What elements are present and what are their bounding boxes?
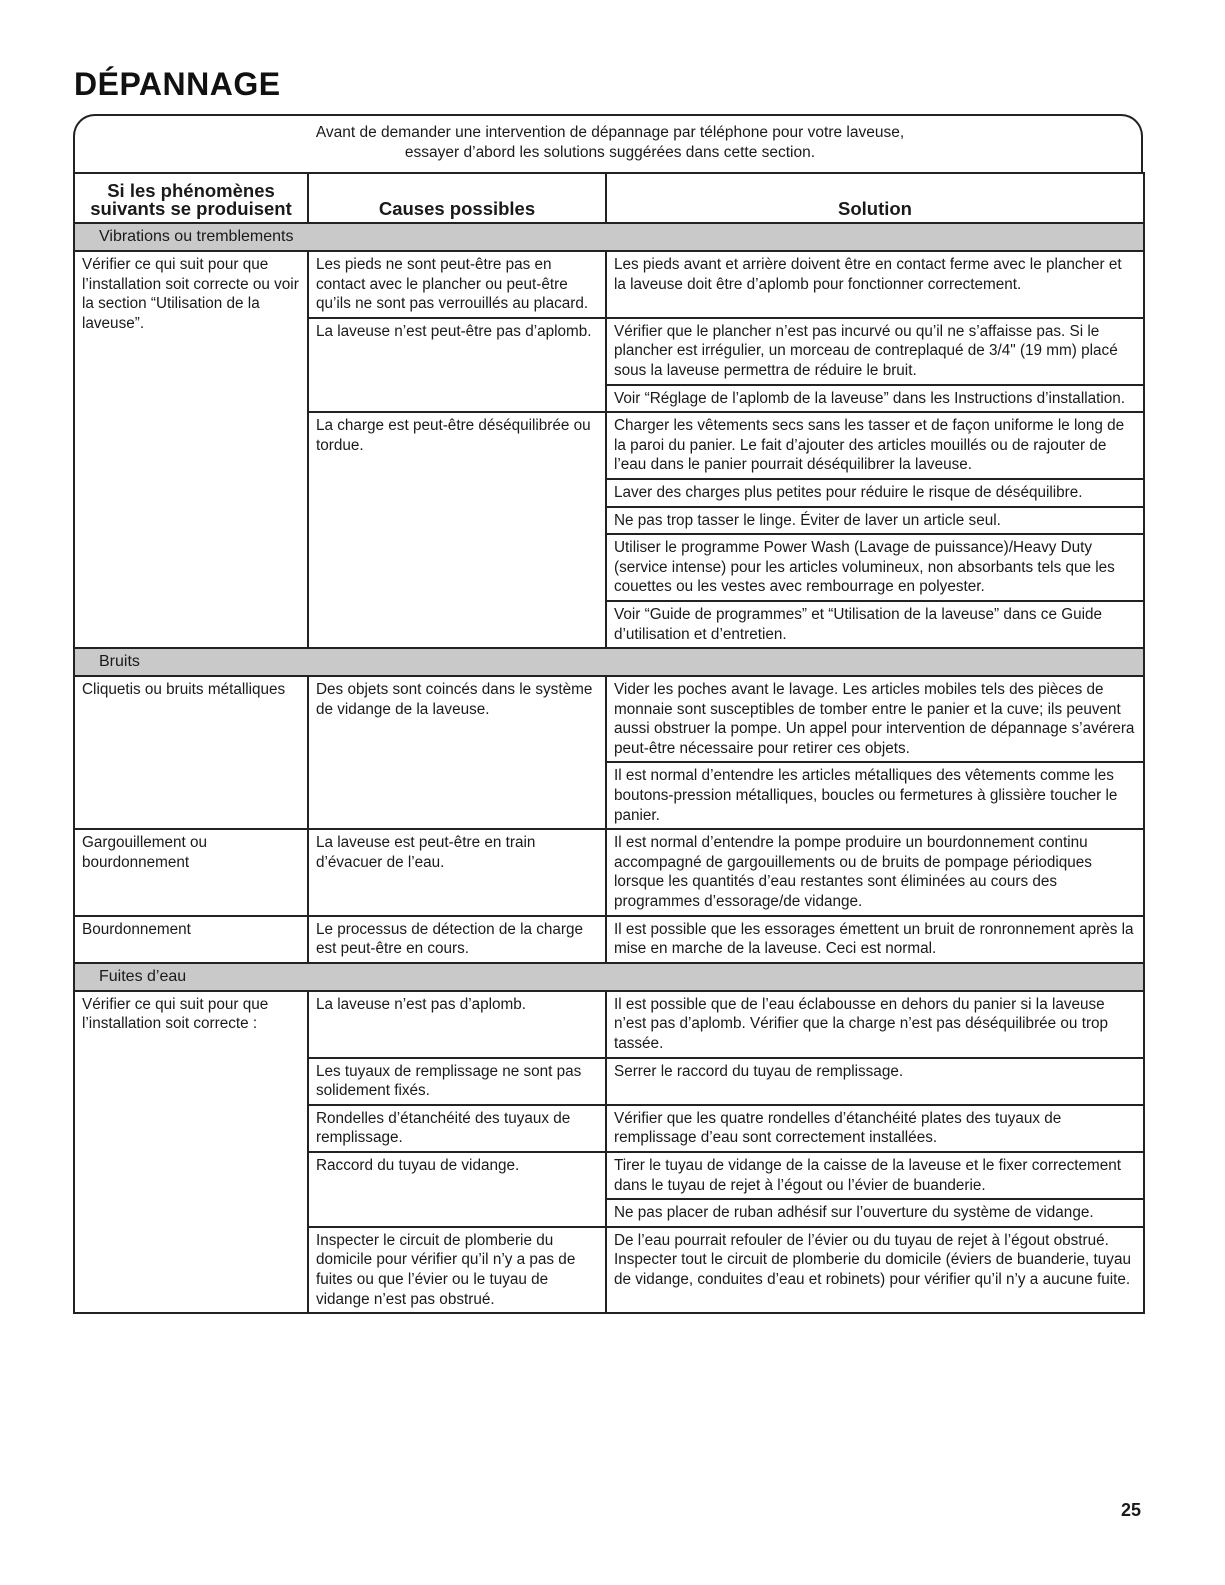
table-row [74,991,1144,1058]
table-row [74,916,1144,963]
solution-cell: Voir “Réglage de l’aplomb de la laveuse” dans les Instructions d’installation. [606,385,1144,413]
header-causes: Causes possibles [308,173,606,223]
intro-text [180,123,1040,163]
solution-cell: De l’eau pourrait refouler de l’évier ou du tuyau de rejet à l’égout obstrué. Inspecter tout le circuit de plomberie du domicile (éviers de buanderie, tuyau de vidange, conduites d’eau et robinets) pour vérifier qu’il n’y a aucune fuite. [606,1227,1144,1313]
solution-cell: Il est normal d’entendre les articles métalliques des vêtements comme les boutons-pression métalliques, boucles ou fermetures à glissière toucher le panier. [606,762,1144,829]
solution-cell: Vérifier que le plancher n’est pas incurvé ou qu’il ne s’affaisse pas. Si le plancher est irrégulier, un morceau de contreplaqué de 3/4" (19 mm) placé sous la laveuse permettra de réduire le bruit. [606,318,1144,385]
solution-cell: Les pieds avant et arrière doivent être en contact ferme avec le plancher et la laveuse doit être d’aplomb pour fonctionner correctement. [606,251,1144,318]
cause-cell: Inspecter le circuit de plomberie du domicile pour vérifier qu’il n’y a pas de fuites ou que l’évier ou le tuyau de vidange n’est pas obstrué. [308,1227,606,1313]
section-label: Bruits [74,648,1144,676]
solution-cell: Il est possible que de l’eau éclabousse en dehors du panier si la laveuse n’est pas d’aplomb. Vérifier que la charge n’est pas déséquilibrée ou trop tassée. [606,991,1144,1058]
solution-cell: Vérifier que les quatre rondelles d’étanchéité plates des tuyaux de remplissage d’eau sont correctement installées. [606,1105,1144,1152]
header-problem-line: suivants se produisent [90,198,292,219]
section-label: Fuites d’eau [74,963,1144,991]
cause-cell: La charge est peut-être déséquilibrée ou tordue. [308,412,606,648]
cause-cell: La laveuse est peut-être en train d’évacuer de l’eau. [308,829,606,915]
problem-cell: Cliquetis ou bruits métalliques [74,676,308,829]
header-problem [74,173,308,223]
solution-cell: Il est possible que les essorages émettent un bruit de ronronnement après la mise en marche de la laveuse. Ceci est normal. [606,916,1144,963]
solution-cell: Utiliser le programme Power Wash (Lavage de puissance)/Heavy Duty (service intense) pour les articles volumineux, non absorbants tels que les couettes ou les vestes avec rembourrage en polyester. [606,534,1144,601]
cause-cell: Des objets sont coincés dans le système de vidange de la laveuse. [308,676,606,829]
solution-cell: Il est normal d’entendre la pompe produire un bourdonnement continu accompagné de gargouillements ou de bruits de pompage périodiques lorsque les quantités d’eau restantes sont éliminées au cours des programmes d’essorage/de vidange. [606,829,1144,915]
cause-cell: La laveuse n’est peut-être pas d’aplomb. [308,318,606,412]
cause-cell: Rondelles d’étanchéité des tuyaux de remplissage. [308,1105,606,1152]
solution-cell: Tirer le tuyau de vidange de la caisse de la laveuse et le fixer correctement dans le tuyau de rejet à l’égout ou l’évier de buanderie. [606,1152,1144,1199]
solution-cell: Vider les poches avant le lavage. Les articles mobiles tels des pièces de monnaie sont susceptibles de tomber entre le panier et la cuve; ils peuvent aussi obstruer la pompe. Un appel pour intervention de dépannage s’avérera peut-être nécessaire pour retirer ces objets. [606,676,1144,762]
cause-cell: Raccord du tuyau de vidange. [308,1152,606,1227]
cause-cell: Les pieds ne sont peut-être pas en contact avec le plancher ou peut-être qu’ils ne sont pas verrouillés au placard. [308,251,606,318]
section-label: Vibrations ou tremblements [74,223,1144,251]
section-row [74,963,1144,991]
solution-cell: Charger les vêtements secs sans les tasser et de façon uniforme le long de la paroi du panier. Le fait d’ajouter des articles mouillés ou de rajouter de l’eau dans le panier pourrait déséquilibrer la laveuse. [606,412,1144,479]
solution-cell: Ne pas placer de ruban adhésif sur l’ouverture du système de vidange. [606,1199,1144,1227]
solution-cell: Voir “Guide de programmes” et “Utilisation de la laveuse” dans ce Guide d’utilisation et d’entretien. [606,601,1144,648]
intro-line: essayer d’abord les solutions suggérées dans cette section. [404,144,816,161]
problem-cell: Vérifier ce qui suit pour que l’installation soit correcte ou voir la section “Utilisation de la laveuse”. [74,251,308,648]
table-header-row [74,173,1144,223]
section-row [74,223,1144,251]
cause-cell: Les tuyaux de remplissage ne sont pas solidement fixés. [308,1058,606,1105]
problem-cell: Gargouillement ou bourdonnement [74,829,308,915]
problem-cell: Bourdonnement [74,916,308,963]
section-row [74,648,1144,676]
problem-cell: Vérifier ce qui suit pour que l’installation soit correcte : [74,991,308,1313]
cause-cell: La laveuse n’est pas d’aplomb. [308,991,606,1058]
solution-cell: Serrer le raccord du tuyau de remplissage. [606,1058,1144,1105]
solution-cell: Laver des charges plus petites pour réduire le risque de déséquilibre. [606,479,1144,507]
table-body [74,223,1144,1313]
intro-line: Avant de demander une intervention de dépannage par téléphone pour votre laveuse, [315,124,905,141]
page-number: 25 [1120,1500,1141,1520]
page-title: DÉPANNAGE [74,66,281,102]
table-row [74,251,1144,318]
troubleshooting-table [73,172,1145,1314]
table-row [74,676,1144,762]
header-problem-line: Si les phénomènes [107,180,275,201]
cause-cell: Le processus de détection de la charge est peut-être en cours. [308,916,606,963]
header-solution: Solution [606,173,1144,223]
solution-cell: Ne pas trop tasser le linge. Éviter de laver un article seul. [606,507,1144,535]
table-row [74,829,1144,915]
